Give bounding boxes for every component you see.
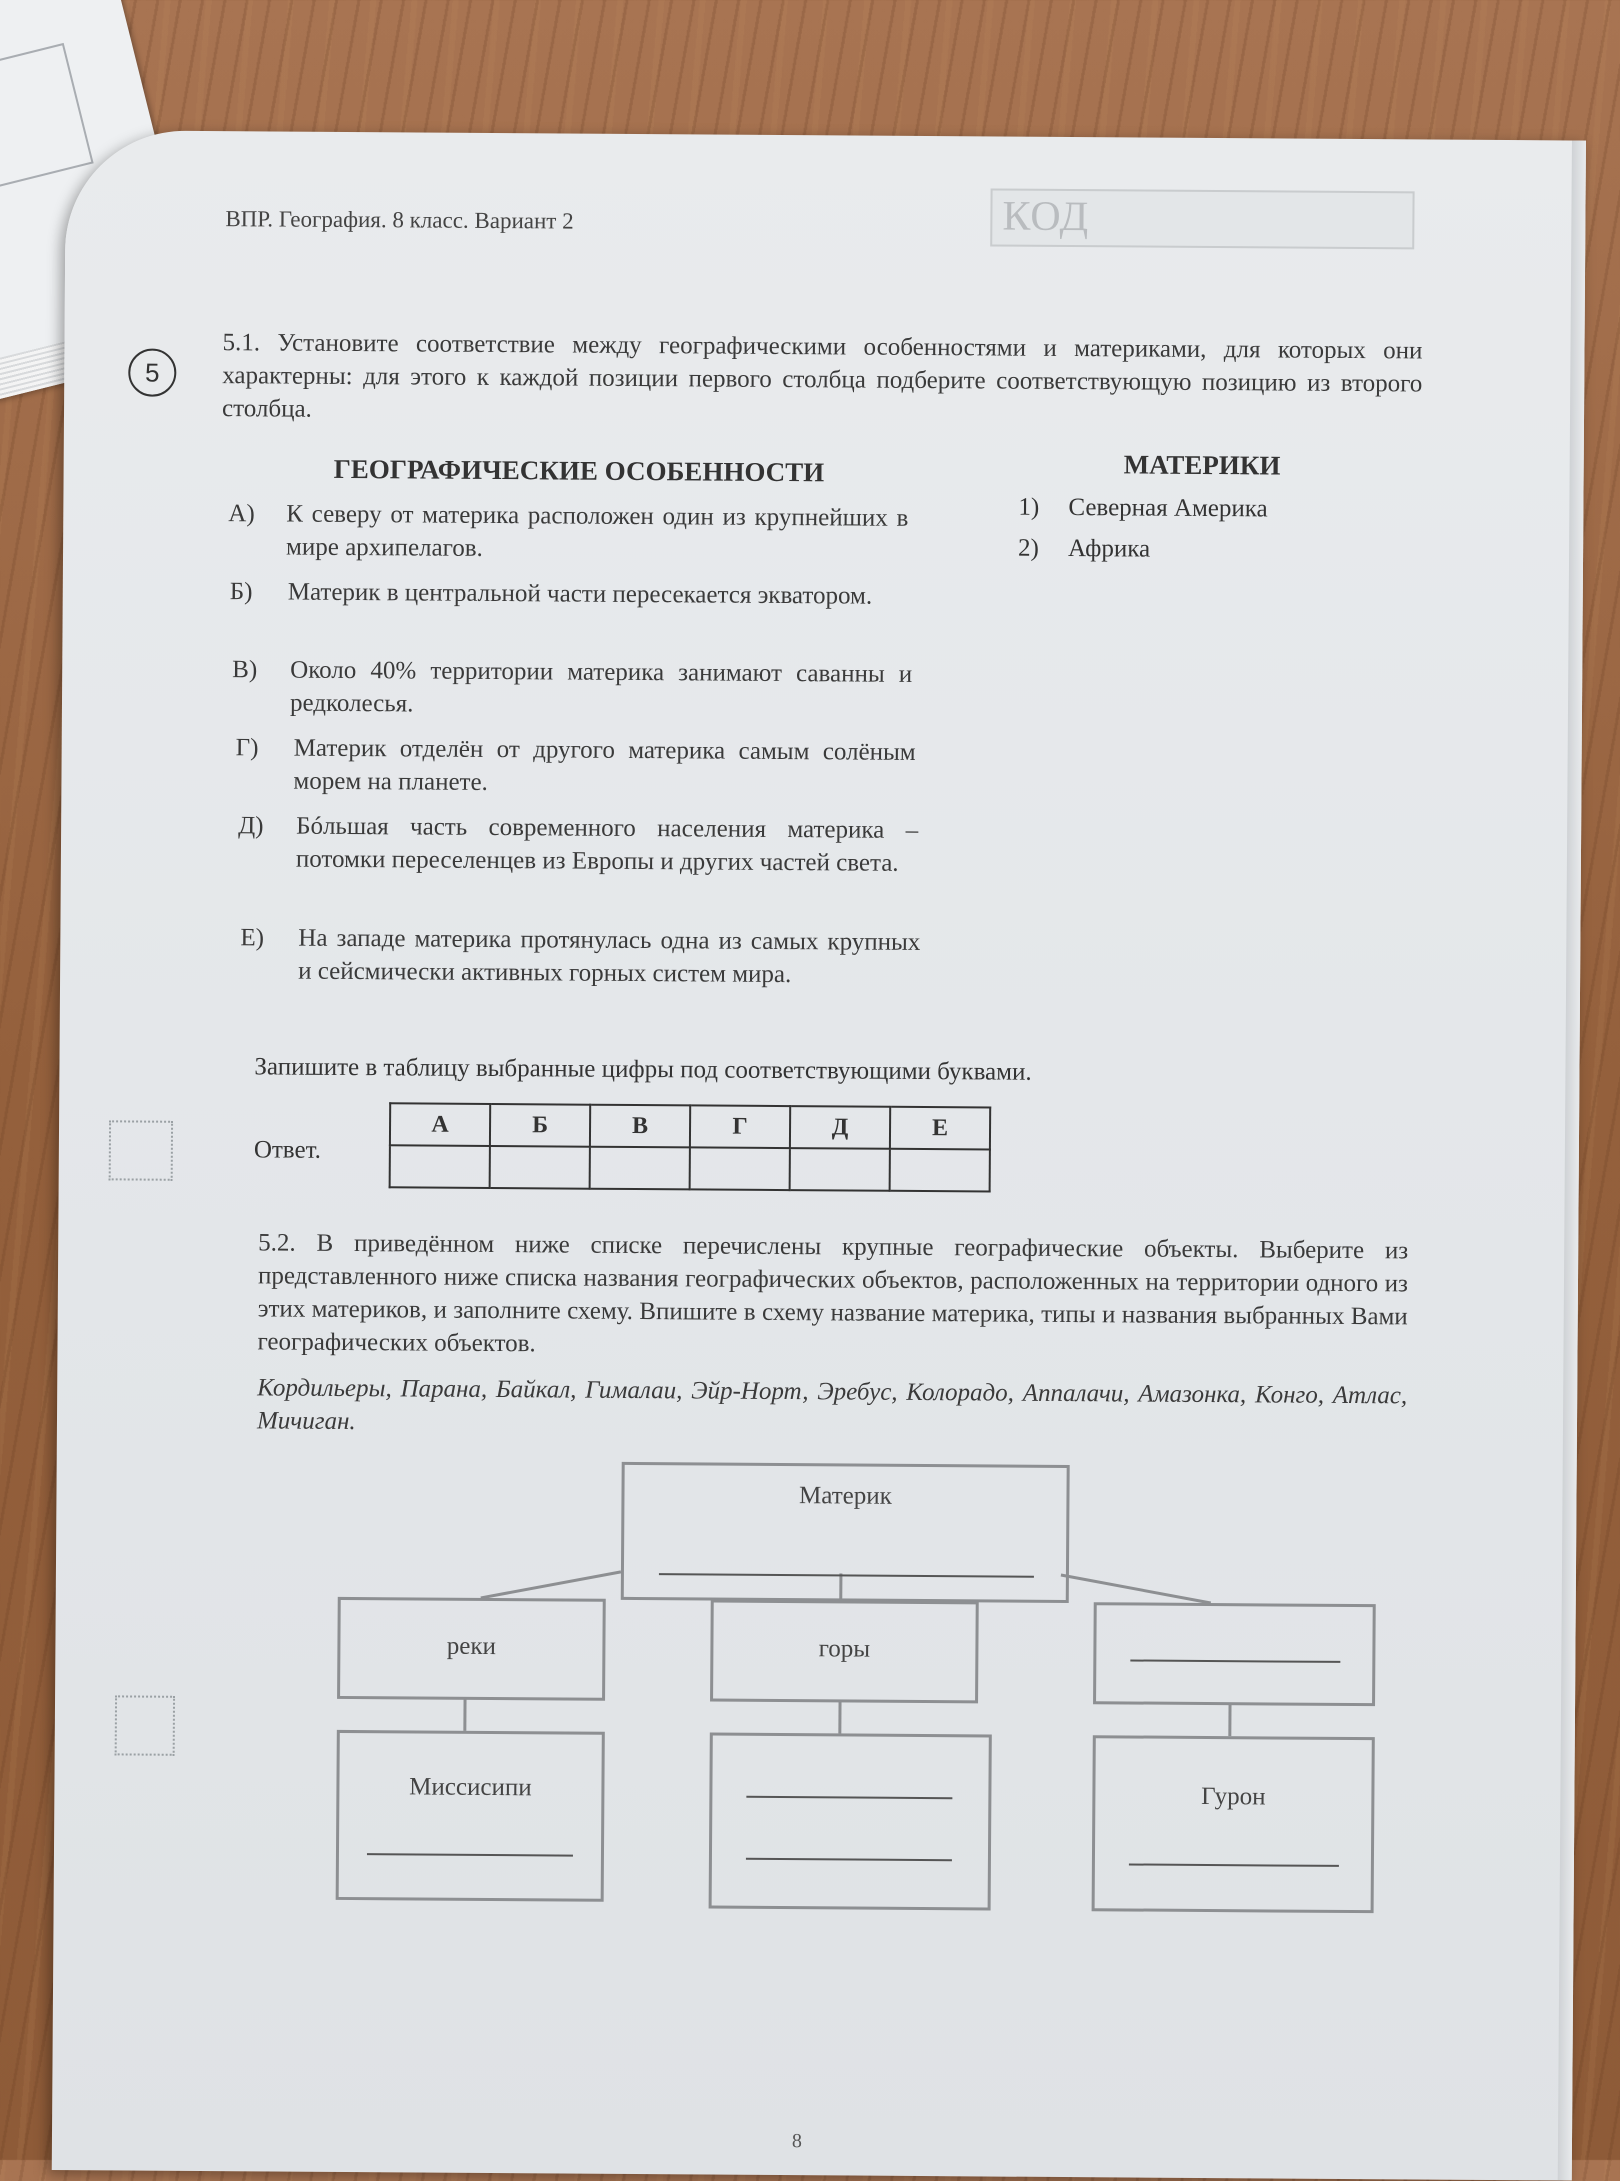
task-5-1-intro: 5.1. Установите соответствие между географическими особенностями и материками, для которых они характерны: для этого к каждой позиции первого столбца подберите соответствующую позицию из второго столбца. [222,326,1423,433]
continent-number: 1) [1018,494,1068,522]
feature-text: Материк в центральной части пересекается экватором. [288,576,910,613]
score-box-5-2[interactable] [115,1695,175,1755]
answer-instruction: Запишите в таблицу выбранные цифры под соответствующими буквами. [254,1053,1031,1086]
code-label: КОД [1002,193,1089,242]
scheme-mountains-box [710,1600,979,1704]
feature-text: Материк отделён от другого материка самым солёным морем на планете. [293,732,915,802]
mountain-type-blank-line[interactable] [746,1796,952,1799]
answer-label: Ответ. [254,1136,321,1164]
object-type-blank-line[interactable] [1130,1659,1340,1662]
answer-letter: В [590,1105,690,1148]
feature-letter: Д) [238,809,264,842]
continents-heading: МАТЕРИКИ [1124,449,1281,481]
connector-root-blank [1061,1575,1211,1603]
scheme-rivers-box [337,1597,606,1701]
connector-root-rivers [481,1571,621,1599]
features-heading: ГЕОГРАФИЧЕСКИЕ ОСОБЕННОСТИ [334,454,825,488]
third-object-blank-line[interactable] [1129,1863,1339,1866]
worksheet-page [52,130,1586,2181]
continent-name: Африка [1068,535,1150,563]
scheme-river-object-box [336,1730,605,1902]
task-5-2-intro: 5.2. В приведённом ниже списке перечислены крупные географические объекты. Выберите из представленного ниже списка названия географических объектов, расположенных на территории одного из этих материков, и заполните схему. Впишите в схему название материка, типы и названия выбранных Вами географических объектов. [257,1226,1408,1366]
answer-letter: Г [690,1105,790,1148]
page-number: 8 [792,2130,802,2153]
scheme-root-label: Материк [624,1481,1066,1512]
feature-text: Бóльшая часть современного населения материка – потомки переселенцев из Европы и других частей света. [296,810,918,880]
continent-number: 2) [1018,535,1068,563]
answer-letter: Б [490,1104,590,1147]
answer-letter: Е [890,1107,990,1150]
feature-letter: В) [232,653,257,686]
feature-text: Около 40% территории материка занимают саванны и редколесья. [290,654,912,724]
feature-text: К северу от материка расположен один из крупнейших в мире архипелагов. [286,498,908,568]
page-header: ВПР. География. 8 класс. Вариант 2 [225,206,573,234]
continent-blank-line[interactable] [659,1573,1034,1578]
answer-letter: Д [790,1106,890,1149]
feature-letter: Е) [240,921,264,954]
feature-letter: А) [228,497,255,530]
objects-list: Кордильеры, Парана, Байкал, Гималаи, Эйр-Норт, Эребус, Колорадо, Аппалачи, Амазонка, Конго, Атлас, Мичиган. [257,1371,1407,1445]
scheme-third-object-box [1092,1735,1375,1913]
feature-text: На западе материка протянулась одна из самых крупных и сейсмически активных горных систем мира. [298,922,920,992]
scheme-mountain-object-box [709,1733,992,1911]
lake-example: Гурон [1095,1782,1371,1812]
river-blank-line[interactable] [367,1853,573,1856]
continent-name: Северная Америка [1068,494,1267,522]
scheme-mountains-label: горы [713,1635,975,1665]
task-number: 5 [128,348,176,396]
river-example: Миссисипи [339,1773,601,1803]
scheme-type-blank-box [1093,1602,1376,1706]
scheme-root-box [621,1462,1070,1603]
mountain-name-blank-line[interactable] [746,1858,952,1861]
feature-letter: Б) [230,575,253,608]
scheme-rivers-label: реки [340,1632,602,1662]
answer-letter: А [390,1103,490,1146]
feature-letter: Г) [236,731,259,764]
